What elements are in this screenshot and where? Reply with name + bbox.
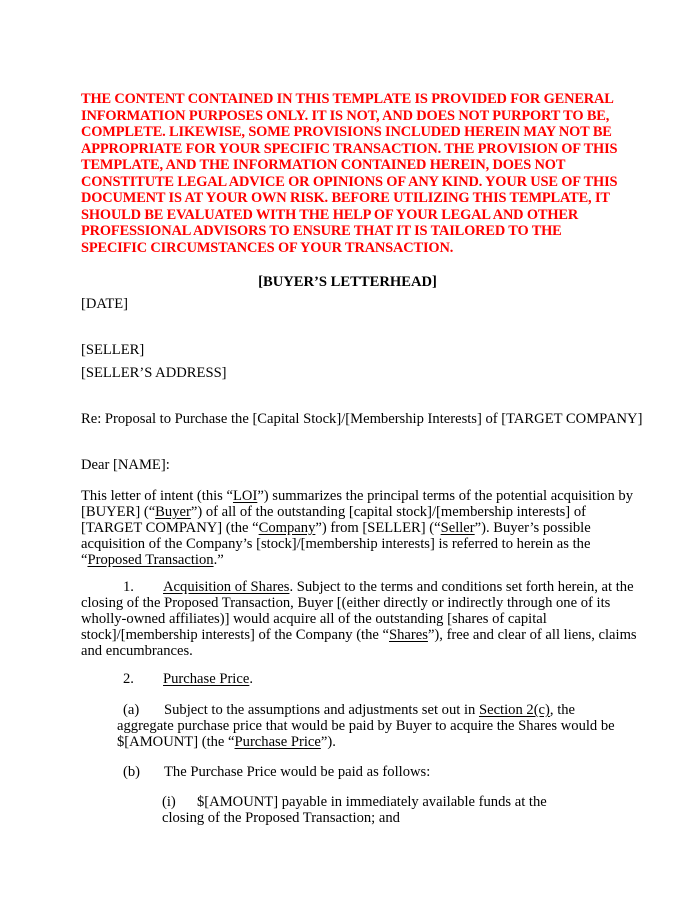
cross-reference-section-2c: Section 2(c): [478, 702, 550, 718]
disclaimer-line: SPECIFIC CIRCUMSTANCES OF YOUR TRANSACTION.: [81, 239, 454, 256]
intro-line: This letter of intent (this “LOI”) summarizes the principal terms of the potential acquisition by: [81, 488, 633, 504]
item-i-line: (i) $[AMOUNT] payable in immediately available funds at the: [162, 794, 547, 810]
disclaimer-line: TEMPLATE, AND THE INFORMATION CONTAINED HEREIN, DOES NOT: [81, 157, 566, 173]
seller-name: [SELLER]: [81, 342, 145, 358]
section-number: 1.: [123, 579, 134, 595]
disclaimer-block: [81, 91, 641, 256]
disclaimer-line: INFORMATION PURPOSES ONLY. IT IS NOT, AND DOES NOT PURPORT TO BE,: [81, 107, 610, 124]
disclaimer-line: SHOULD BE EVALUATED WITH THE HELP OF YOUR LEGAL AND OTHER: [81, 206, 579, 223]
subsection-label: (b): [123, 764, 141, 780]
re-line: Re: Proposal to Purchase the [Capital Stock]/[Membership Interests] of [TARGET COMPANY]: [81, 411, 643, 427]
subsection-a-line: aggregate purchase price that would be paid by Buyer to acquire the Shares would be: [117, 718, 615, 734]
item-i-line: closing of the Proposed Transaction; and: [162, 810, 400, 826]
section-heading: Purchase Price: [163, 671, 250, 687]
section-1-line: stock]/[membership interests] of the Company (the “Shares”), free and clear of all liens, claims: [81, 627, 637, 643]
subsection-a-line: $[AMOUNT] (the “Purchase Price”).: [117, 734, 336, 750]
intro-line: [BUYER] (“Buyer”) of all of the outstanding [capital stock]/[membership interests] of: [81, 504, 586, 520]
intro-line: “Proposed Transaction.”: [81, 552, 224, 568]
date-placeholder: [DATE]: [81, 296, 129, 312]
section-2-heading-line: 2. Purchase Price.: [81, 671, 253, 688]
subsection-a-line: (a) Subject to the assumptions and adjustments set out in Section 2(c), the: [117, 702, 575, 719]
subsection-b-line: (b) The Purchase Price would be paid as follows:: [117, 764, 430, 781]
section-1-line: wholly-owned affiliates)] would acquire all of the outstanding [shares of capital: [81, 611, 547, 627]
disclaimer-line: PROFESSIONAL ADVISORS TO ENSURE THAT IT IS TAILORED TO THE: [81, 223, 562, 239]
salutation: Dear [NAME]:: [81, 457, 170, 473]
intro-line: acquisition of the Company’s [stock]/[membership interests] is referred to herein as the: [81, 536, 591, 552]
section-heading: Acquisition of Shares: [163, 579, 290, 595]
section-number: 2.: [123, 671, 134, 687]
defined-term-seller: Seller: [440, 520, 475, 536]
section-1-line: 1. Acquisition of Shares. Subject to the terms and conditions set forth herein, at the: [81, 579, 634, 596]
letterhead-heading: [BUYER’S LETTERHEAD]: [258, 274, 437, 290]
defined-term-shares: Shares: [389, 627, 428, 643]
disclaimer-line: DOCUMENT IS AT YOUR OWN RISK. BEFORE UTILIZING THIS TEMPLATE, IT: [81, 190, 610, 206]
section-1-line: and encumbrances.: [81, 643, 193, 659]
defined-term-proposed-transaction: Proposed Transaction: [87, 552, 214, 568]
disclaimer-line: COMPLETE. LIKEWISE, SOME PROVISIONS INCLUDED HEREIN MAY NOT BE: [81, 124, 612, 140]
intro-line: [TARGET COMPANY] (the “Company”) from [SELLER] (“Seller”). Buyer’s possible: [81, 520, 591, 536]
subsection-label: (a): [123, 702, 140, 718]
disclaimer-line: THE CONTENT CONTAINED IN THIS TEMPLATE IS PROVIDED FOR GENERAL: [81, 91, 614, 107]
defined-term-purchase-price: Purchase Price: [234, 734, 321, 750]
disclaimer-line: APPROPRIATE FOR YOUR SPECIFIC TRANSACTION. THE PROVISION OF THIS: [81, 140, 618, 157]
item-label: (i): [162, 794, 176, 810]
defined-term-buyer: Buyer: [155, 504, 191, 520]
disclaimer-line: CONSTITUTE LEGAL ADVICE OR OPINIONS OF ANY KIND. YOUR USE OF THIS: [81, 173, 618, 190]
defined-term-loi: LOI: [232, 488, 258, 504]
defined-term-company: Company: [258, 520, 316, 536]
seller-address: [SELLER’S ADDRESS]: [81, 365, 227, 381]
section-1-line: closing of the Proposed Transaction, Buyer [(either directly or indirectly through one of its: [81, 595, 611, 611]
